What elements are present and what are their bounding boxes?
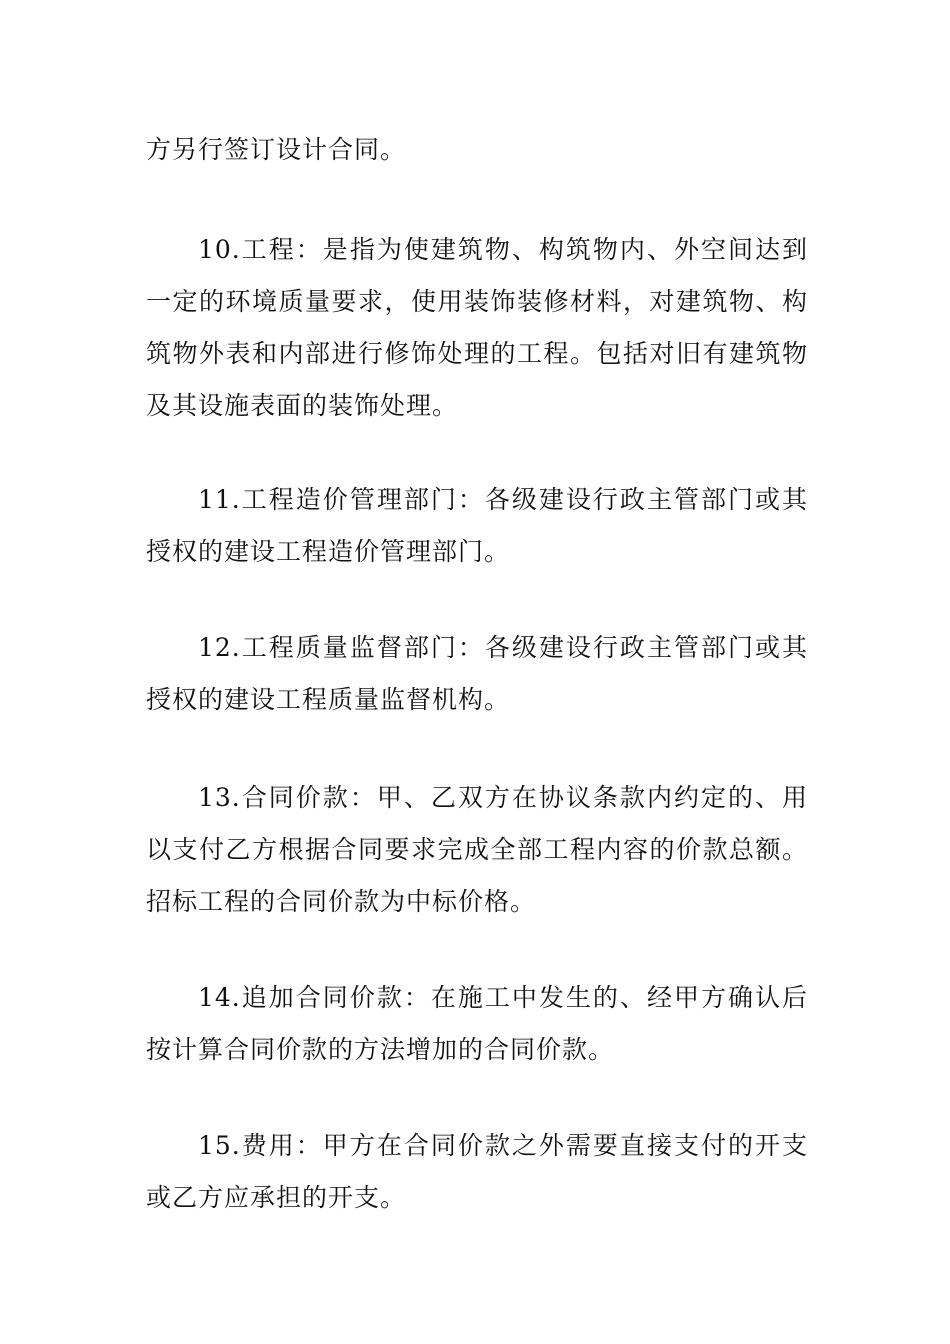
- paragraph-14-definition-additional-price: 14.追加合同价款：在施工中发生的、经甲方确认后按计算合同价款的方法增加的合同价款。: [146, 983, 808, 1064]
- paragraph-15-definition-expenses: 15.费用：甲方在合同价款之外需要直接支付的开支或乙方应承担的开支。: [146, 1131, 808, 1212]
- paragraph-11-definition-cost-dept: 11.工程造价管理部门：各级建设行政主管部门或其授权的建设工程造价管理部门。: [146, 485, 808, 566]
- paragraph-12-definition-quality-dept: 12.工程质量监督部门：各级建设行政主管部门或其授权的建设工程质量监督机构。: [146, 633, 808, 714]
- paragraph-continuation: 方另行签订设计合同。: [146, 135, 407, 164]
- paragraph-13-definition-contract-price: 13.合同价款：甲、乙双方在协议条款内约定的、用以支付乙方根据合同要求完成全部工程内容的价款总额。招标工程的合同价款为中标价格。: [146, 783, 808, 916]
- paragraph-10-definition-project: 10.工程：是指为使建筑物、构筑物内、外空间达到一定的环境质量要求，使用装饰装修材料，对建筑物、构筑物外表和内部进行修饰处理的工程。包括对旧有建筑物及其设施表面的装饰处理。: [146, 235, 808, 420]
